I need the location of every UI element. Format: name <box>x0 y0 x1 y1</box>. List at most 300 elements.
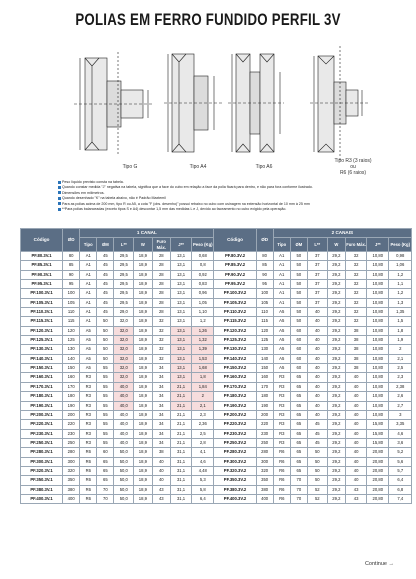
table-cell: R3 <box>273 429 290 438</box>
table-cell: 350 <box>256 476 273 485</box>
table-cell: A5 <box>273 317 290 326</box>
table-cell: 37 <box>307 289 327 298</box>
table-cell: R6 <box>80 448 97 457</box>
table-cell: 2,3 <box>192 410 214 419</box>
table-cell: 21,1 <box>171 420 192 429</box>
table-cell: 4,6 <box>389 429 412 438</box>
table-cell: PF.380.3V.1 <box>21 485 63 494</box>
table-cell: 29,5 <box>114 280 134 289</box>
table-row <box>21 261 412 270</box>
table-cell: 95 <box>256 280 273 289</box>
table-cell: A5 <box>80 364 97 373</box>
table-cell: PF.95.3V.2 <box>214 280 256 289</box>
table-cell: 37 <box>307 270 327 279</box>
table-cell: R3 <box>80 382 97 391</box>
continue-link[interactable]: Continue → <box>364 561 394 567</box>
table-cell: 105 <box>63 298 80 307</box>
table-cell: 40 <box>307 308 327 317</box>
table-cell: 5,7 <box>389 466 412 475</box>
table-cell: 50 <box>290 289 307 298</box>
table-cell: 115 <box>63 317 80 326</box>
table-cell: R6 <box>80 457 97 466</box>
table-cell: PF.85.3V.1 <box>21 261 63 270</box>
table-cell: R6 <box>80 476 97 485</box>
table-cell: 3,6 <box>389 438 412 447</box>
table-cell: PF.105.3V.2 <box>214 298 256 307</box>
table-cell: 4,6 <box>192 457 214 466</box>
table-cell: 105 <box>256 298 273 307</box>
table-cell: 13,1 <box>171 336 192 345</box>
table-cell: 80 <box>63 252 80 261</box>
header-l: L** <box>114 238 134 252</box>
table-cell: 230 <box>63 429 80 438</box>
table-cell: 13,1 <box>171 298 192 307</box>
table-cell: 0,96 <box>192 289 214 298</box>
table-cell: 200 <box>63 410 80 419</box>
table-cell: PF.100.3V.1 <box>21 289 63 298</box>
table-row <box>21 373 412 382</box>
table-cell: PF.350.3V.2 <box>214 476 256 485</box>
table-cell: 400 <box>256 494 273 503</box>
table-cell: 40 <box>346 382 367 391</box>
note-text: Dimensões em milímetros. <box>62 190 105 195</box>
table-row <box>21 382 412 391</box>
table-cell: 13,1 <box>171 280 192 289</box>
table-cell: 32 <box>346 317 367 326</box>
table-cell: 65 <box>290 457 307 466</box>
table-cell: PF.140.3V.1 <box>21 354 63 363</box>
table-cell: 20,80 <box>367 466 389 475</box>
table-cell: A1 <box>80 280 97 289</box>
header-w: W <box>327 238 345 252</box>
table-row <box>21 438 412 447</box>
table-cell: R3 <box>80 410 97 419</box>
table-cell: 40 <box>307 401 327 410</box>
note-text: Quando constar medida "J" negativa na tabela, significa que a face do cubo em relação a face da polia ficará para dentro, e não para fora conforme ilustrado. <box>62 185 313 190</box>
table-cell: 37 <box>307 298 327 307</box>
table-cell: 45 <box>307 429 327 438</box>
caption-tipo-a4: Tipo A4 <box>189 164 207 170</box>
table-cell: 13,1 <box>171 354 192 363</box>
table-cell: 2 <box>389 345 412 354</box>
table-cell: 18,9 <box>134 494 152 503</box>
pulley-drawing-tipo-a6 <box>228 54 284 152</box>
table-cell: 110 <box>63 308 80 317</box>
table-cell: 28 <box>152 270 170 279</box>
table-cell: 45 <box>97 261 114 270</box>
table-cell: 20,80 <box>367 457 389 466</box>
table-cell: 28 <box>152 280 170 289</box>
table-cell: A5 <box>80 354 97 363</box>
table-cell: 180 <box>256 392 273 401</box>
table-cell: A1 <box>273 252 290 261</box>
table-cell: 40 <box>346 438 367 447</box>
table-cell: 31,1 <box>171 494 192 503</box>
table-cell: A1 <box>80 308 97 317</box>
table-row <box>21 252 412 261</box>
table-cell: PF.150.3V.1 <box>21 364 63 373</box>
table-cell: 65 <box>290 429 307 438</box>
header-tipo: Tipo <box>80 238 97 252</box>
table-cell: 34 <box>152 420 170 429</box>
table-cell: 13,1 <box>171 270 192 279</box>
table-cell: 29,2 <box>327 392 345 401</box>
table-cell: 29,2 <box>327 382 345 391</box>
table-cell: PF.170.3V.2 <box>214 382 256 391</box>
table-row <box>21 280 412 289</box>
table-cell: 190 <box>256 401 273 410</box>
table-cell: 180 <box>63 392 80 401</box>
table-cell: 21,1 <box>171 438 192 447</box>
table-cell: PF.90.3V.1 <box>21 270 63 279</box>
table-cell: 10,80 <box>367 373 389 382</box>
table-cell: 34 <box>152 392 170 401</box>
table-cell: 13,1 <box>171 326 192 335</box>
header-2-canais: 2 CANAIS <box>273 229 411 238</box>
table-row <box>21 401 412 410</box>
table-cell: 32,0 <box>114 364 134 373</box>
table-row <box>21 317 412 326</box>
table-cell: 18,9 <box>134 289 152 298</box>
table-cell: 29,5 <box>114 252 134 261</box>
table-cell: 1,05 <box>192 298 214 307</box>
table-cell: 13,1 <box>171 345 192 354</box>
table-cell: 32 <box>152 326 170 335</box>
table-cell: PF.80.3V.2 <box>214 252 256 261</box>
table-cell: 55 <box>97 410 114 419</box>
table-cell: 21,1 <box>171 410 192 419</box>
table-cell: 10,80 <box>367 410 389 419</box>
table-cell: 13,1 <box>171 252 192 261</box>
table-cell: 29,5 <box>114 270 134 279</box>
table-cell: A5 <box>273 326 290 335</box>
table-cell: 130 <box>63 345 80 354</box>
table-cell: 40 <box>307 354 327 363</box>
table-cell: 6,8 <box>389 485 412 494</box>
table-cell: 50,0 <box>114 466 134 475</box>
table-cell: 170 <box>63 382 80 391</box>
table-cell: 29,2 <box>327 410 345 419</box>
table-cell: 2,1 <box>389 354 412 363</box>
table-cell: 50 <box>307 476 327 485</box>
table-cell: A5 <box>273 345 290 354</box>
table-cell: R6 <box>80 485 97 494</box>
table-cell: R3 <box>80 420 97 429</box>
table-cell: 7,4 <box>389 494 412 503</box>
table-cell: 18,9 <box>134 308 152 317</box>
table-cell: 65 <box>290 392 307 401</box>
table-cell: 65 <box>290 410 307 419</box>
table-cell: PF.400.3V.2 <box>214 494 256 503</box>
table-cell: 18,9 <box>134 336 152 345</box>
table-cell: 13,1 <box>171 317 192 326</box>
table-cell: 34 <box>152 401 170 410</box>
table-cell: 40 <box>307 392 327 401</box>
table-cell: 45 <box>307 420 327 429</box>
table-cell: 130 <box>256 345 273 354</box>
table-cell: PF.220.3V.1 <box>21 420 63 429</box>
table-cell: 38 <box>346 354 367 363</box>
table-cell: 40 <box>346 429 367 438</box>
table-cell: 21,1 <box>171 382 192 391</box>
table-cell: 18,9 <box>134 382 152 391</box>
table-row <box>21 289 412 298</box>
table-row <box>21 326 412 335</box>
table-cell: PF.110.3V.2 <box>214 308 256 317</box>
header-furo: Furo Máx. <box>152 238 170 252</box>
table-cell: PF.190.3V.2 <box>214 401 256 410</box>
table-cell: 10,80 <box>367 289 389 298</box>
table-cell: 5,8 <box>192 485 214 494</box>
table-cell: 40 <box>152 457 170 466</box>
table-cell: 190 <box>63 401 80 410</box>
table-cell: 18,9 <box>134 373 152 382</box>
note-text: Para as polias acima de 200 mm, tipo R ou A5, a cota "F (obs. desenho)" possui rebaixo no cubo com usinagem na extensão horizontal de 10 mm à 25 mm <box>62 201 310 206</box>
table-cell: 380 <box>256 485 273 494</box>
table-cell: 250 <box>256 438 273 447</box>
table-cell: 18,9 <box>134 252 152 261</box>
table-cell: 13,1 <box>171 289 192 298</box>
table-cell: 28 <box>152 261 170 270</box>
table-cell: 18,9 <box>134 429 152 438</box>
table-cell: 55 <box>97 373 114 382</box>
table-cell: 29,2 <box>327 345 345 354</box>
table-cell: 2,3 <box>389 373 412 382</box>
table-cell: 13,1 <box>171 373 192 382</box>
table-cell: 31,1 <box>171 485 192 494</box>
table-cell: 50 <box>97 354 114 363</box>
table-cell: 40 <box>346 373 367 382</box>
table-cell: PF.95.3V.1 <box>21 280 63 289</box>
table-cell: 160 <box>63 373 80 382</box>
table-cell: 29,2 <box>327 466 345 475</box>
table-cell: R3 <box>273 373 290 382</box>
table-cell: PF.160.3V.2 <box>214 373 256 382</box>
table-cell: 50,0 <box>114 485 134 494</box>
table-cell: 29,2 <box>327 485 345 494</box>
table-cell: 2,5 <box>192 429 214 438</box>
table-cell: 29,2 <box>327 317 345 326</box>
table-cell: 40 <box>307 364 327 373</box>
pulley-drawing-tipo-g <box>74 52 154 154</box>
table-cell: 1,53 <box>192 354 214 363</box>
table-cell: 50 <box>97 317 114 326</box>
table-cell: A5 <box>80 336 97 345</box>
table-cell: 32,0 <box>114 336 134 345</box>
table-cell: 55 <box>97 401 114 410</box>
table-cell: 6,4 <box>389 476 412 485</box>
table-cell: 350 <box>63 476 80 485</box>
table-cell: R6 <box>273 494 290 503</box>
table-cell: 2,7 <box>389 401 412 410</box>
table-cell: 18,9 <box>134 345 152 354</box>
table-cell: 65 <box>290 448 307 457</box>
table-cell: 1,8 <box>192 373 214 382</box>
table-cell: 40 <box>307 336 327 345</box>
table-cell: 200 <box>256 410 273 419</box>
table-cell: 43 <box>346 494 367 503</box>
table-cell: 18,9 <box>134 364 152 373</box>
table-cell: R3 <box>273 420 290 429</box>
table-cell: 300 <box>256 457 273 466</box>
table-cell: 29,2 <box>327 308 345 317</box>
table-cell: 55 <box>97 382 114 391</box>
table-cell: 320 <box>63 466 80 475</box>
table-cell: 10,80 <box>367 401 389 410</box>
table-cell: 40 <box>346 410 367 419</box>
table-cell: 10,80 <box>367 280 389 289</box>
table-cell: 40,0 <box>114 429 134 438</box>
table-cell: 29,2 <box>327 336 345 345</box>
table-cell: PF.115.3V.2 <box>214 317 256 326</box>
table-cell: 29,2 <box>327 373 345 382</box>
table-cell: 32 <box>346 280 367 289</box>
table-cell: 40 <box>307 317 327 326</box>
table-cell: 43 <box>152 494 170 503</box>
table-cell: 15,80 <box>367 438 389 447</box>
pulley-drawings <box>0 36 416 176</box>
header-tipo: Tipo <box>273 238 290 252</box>
table-cell: 37 <box>307 261 327 270</box>
table-cell: A1 <box>273 289 290 298</box>
table-cell: 29,5 <box>114 298 134 307</box>
table-cell: 230 <box>256 429 273 438</box>
table-cell: 18,9 <box>134 448 152 457</box>
note-text: **Para polias balanceadas (exceto tipos S e A4) descontar 1,5 mm das medidas L e J, devido ao faceamento no cubo exigido pela operação. <box>62 207 287 212</box>
table-cell: 29,2 <box>327 401 345 410</box>
table-cell: 40 <box>346 457 367 466</box>
table-body <box>21 252 412 504</box>
table-cell: 13,1 <box>171 364 192 373</box>
table-cell: R6 <box>273 448 290 457</box>
table-row <box>21 476 412 485</box>
table-cell: 10,80 <box>367 252 389 261</box>
table-row <box>21 448 412 457</box>
notes-list <box>58 180 398 212</box>
pulley-table <box>20 228 412 504</box>
table-cell: 32,0 <box>114 317 134 326</box>
table-cell: 52 <box>307 485 327 494</box>
table-cell: PF.300.3V.1 <box>21 457 63 466</box>
table-cell: 50 <box>307 457 327 466</box>
table-cell: 1,39 <box>192 345 214 354</box>
table-cell: 40,0 <box>114 420 134 429</box>
table-cell: 2,6 <box>389 392 412 401</box>
table-cell: 40 <box>307 373 327 382</box>
table-cell: 40,0 <box>114 392 134 401</box>
table-cell: 85 <box>256 261 273 270</box>
table-cell: 45 <box>97 270 114 279</box>
table-cell: 65 <box>290 466 307 475</box>
table-cell: 18,9 <box>134 317 152 326</box>
table-cell: 65 <box>97 476 114 485</box>
table-cell: 31,1 <box>171 466 192 475</box>
table-cell: 18,9 <box>134 261 152 270</box>
table-cell: 29,5 <box>114 261 134 270</box>
table-cell: 29,2 <box>327 280 345 289</box>
table-cell: 10,80 <box>367 336 389 345</box>
table-cell: 29,2 <box>327 354 345 363</box>
table-cell: R6 <box>273 466 290 475</box>
table-cell: PF.220.3V.2 <box>214 420 256 429</box>
table-row <box>21 429 412 438</box>
table-row <box>21 392 412 401</box>
table-cell: 20,80 <box>367 448 389 457</box>
table-cell: 50 <box>307 466 327 475</box>
table-cell: 70 <box>290 494 307 503</box>
table-cell: 38 <box>346 326 367 335</box>
table-cell: 10,80 <box>367 317 389 326</box>
table-cell: 29,2 <box>327 429 345 438</box>
table-cell: 55 <box>97 392 114 401</box>
table-cell: PF.100.3V.2 <box>214 289 256 298</box>
table-cell: 38 <box>346 336 367 345</box>
table-cell: 40 <box>346 401 367 410</box>
table-cell: A5 <box>273 364 290 373</box>
table-cell: 150 <box>256 364 273 373</box>
header-j: J** <box>367 238 389 252</box>
table-cell: 60 <box>290 326 307 335</box>
table-cell: 10,80 <box>367 364 389 373</box>
header-codigo-2: Código <box>214 229 256 252</box>
table-cell: PF.200.3V.1 <box>21 410 63 419</box>
table-cell: 50 <box>290 261 307 270</box>
table-cell: 15,80 <box>367 429 389 438</box>
table-cell: 320 <box>256 466 273 475</box>
table-cell: 18,9 <box>134 392 152 401</box>
table-cell: 0,98 <box>389 252 412 261</box>
table-cell: PF.350.3V.1 <box>21 476 63 485</box>
table-cell: PF.230.3V.1 <box>21 429 63 438</box>
table-cell: PF.85.3V.2 <box>214 261 256 270</box>
table-cell: 10,80 <box>367 270 389 279</box>
pulley-drawing-tipo-r <box>310 46 368 160</box>
table-cell: 10,80 <box>367 382 389 391</box>
table-cell: 50 <box>97 326 114 335</box>
table-cell: PF.130.3V.2 <box>214 345 256 354</box>
table-cell: 1,06 <box>389 261 412 270</box>
table-cell: PF.180.3V.2 <box>214 392 256 401</box>
table-cell: PF.120.3V.1 <box>21 326 63 335</box>
table-cell: A1 <box>80 252 97 261</box>
table-row <box>21 354 412 363</box>
table-cell: 45 <box>97 289 114 298</box>
table-cell: 70 <box>97 494 114 503</box>
caption-tipo-r-line2: ou <box>350 164 356 170</box>
table-cell: PF.150.3V.2 <box>214 364 256 373</box>
table-cell: PF.200.3V.2 <box>214 410 256 419</box>
table-cell: 55 <box>97 364 114 373</box>
table-cell: R3 <box>80 373 97 382</box>
table-cell: PF.105.3V.1 <box>21 298 63 307</box>
table-cell: PF.320.3V.2 <box>214 466 256 475</box>
table-cell: 29,2 <box>327 270 345 279</box>
table-cell: 32 <box>152 345 170 354</box>
table-cell: 80 <box>256 252 273 261</box>
table-cell: 29,2 <box>327 252 345 261</box>
header-od-1: ØD <box>63 229 80 252</box>
table-cell: 31,1 <box>171 476 192 485</box>
table-cell: 29,2 <box>327 457 345 466</box>
table-cell: A1 <box>80 289 97 298</box>
table-row <box>21 457 412 466</box>
table-row <box>21 410 412 419</box>
table-cell: 220 <box>63 420 80 429</box>
table-cell: 32,0 <box>114 345 134 354</box>
table-cell: PF.320.3V.1 <box>21 466 63 475</box>
table-cell: PF.90.3V.2 <box>214 270 256 279</box>
table-cell: 140 <box>256 354 273 363</box>
